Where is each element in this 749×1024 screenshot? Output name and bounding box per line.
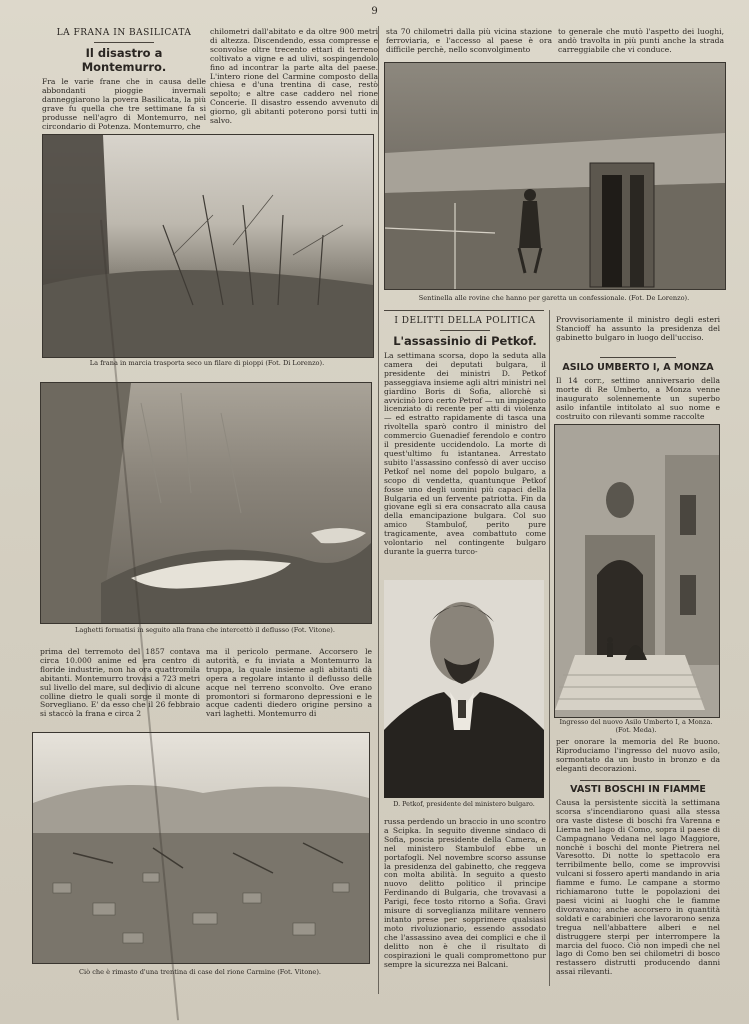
caption-photo2: Laghetti formatisi in seguito alla frana che intercettò il deflusso (Fot. Vitone). — [75, 626, 335, 634]
photo-sentinel-confessional — [384, 62, 726, 290]
article-text-b: ma il pericolo permane. Accorsero le autorità, e fu inviata a Montemurro la truppa, la quale insieme agli abitanti dà opera a regolare intanto il deflusso delle acque nel terreno sconvolto. Ove erano promontori si formarono depressioni e le acque cadenti diedero origine persino a vari laghetti. Montemurro di — [206, 647, 372, 719]
right-top-text-1 — [386, 28, 552, 64]
sentinel-illustration — [385, 63, 725, 289]
article-intro-text: Fra le varie frane che in causa delle abbondanti pioggie invernali danneggiarono la povera Basilicata, la più grave fu quella che tre settimane fa si produsse nell'agro di Montemurro, nel circondario di Potenza. Montemurro, che — [42, 77, 206, 131]
article-petkof-text-2: russa perdendo un braccio in uno scontro a Scipka. In seguito divenne sindaco di Sofia, poscia presidente della Camera, e nel ministero Stambulof ebbe un portafogli. Nel novembre scorso assunse la presidenza del gabinetto, che reggeva con molta abilità. In seguito a questo nuovo delitto politico il principe Ferdinando di Bulgaria, che trovavasi a Parigi, fece tosto ritorno a Sofia. Gravi misure di sorveglianza militare vennero intanto prese per sopprimere qualsiasi moto rivoluzionario, essendo assodato che l'assassino avea dei complici e che il delitto non è che il risultato di cospirazioni le quali compromettono pur sempre la sicurezza nei Balcani. — [384, 817, 546, 969]
middle-column — [384, 316, 546, 574]
headline-montemurro: Il disastro a Montemurro. — [81, 46, 167, 74]
article-asilo-text-2: per onorare la memoria del Re buono. Riproduciamo l'ingresso del nuovo asilo, sormontato da un busto in bronzo e da eleganti decorazioni. — [556, 737, 720, 773]
left-body-a — [40, 648, 200, 724]
photo-landslide-poplars — [42, 134, 374, 358]
section-heading-delitti: I DELITTI DELLA POLITICA — [394, 316, 536, 326]
left-intro-column — [42, 28, 206, 131]
right-asilo-continued — [556, 738, 720, 778]
ruins-illustration — [33, 733, 369, 963]
right-boschi-block — [556, 784, 720, 984]
headline-petkof: L'assassinio di Petkof. — [393, 334, 537, 348]
column-divider — [378, 26, 379, 994]
column-divider — [549, 310, 550, 986]
divider — [600, 357, 676, 358]
article-text-d: to generale che mutò l'aspetto dei luoghi, andò travolta in più punti anche la strada carreggiabile che vi conduce. — [558, 27, 724, 54]
article-petkof-text: La settimana scorsa, dopo la seduta alla camera dei deputati bulgara, il presidente dei ministri D. Petkof passeggiava insieme agli altri ministri nel giardino Boris di Sofia, allorchè si avvicinò loro certo Petrof — un impiegato licenziato di recente per atti di violenza — ed estratto rapidamente di tasca una rivoltella sparò contro il ministro del commercio Guenadief ferendolo e contro il presidente uccidendolo. La morte di quest'ultimo fu istantanea. Arrestato subito l'assassino confessò di aver ucciso Petkof nel nome del popolo bulgaro, a scopo di vendetta, quantunque Petkof fosse uno degli uomini più capaci della Bulgaria ed un ferventе patriotta. Fin da giovane egli si era consacrato alla causa della emancipazione bulgara. Col suo amico Stambulof, perito pure tragicamente, avea combattuto come volontario nel contingente bulgaro durante la guerra turco- — [384, 351, 546, 556]
left-intro-column-2 — [210, 28, 378, 126]
article-asilo-text: Il 14 corr., settimo anniversario della morte di Re Umberto, a Monza venne inaugurato solennemente un superbo asilo infantile intitolato al suo nome e costruito con rilevanti somme raccolte — [556, 376, 720, 421]
ponds-illustration — [41, 383, 371, 623]
section-heading-frana: LA FRANA IN BASILICATA — [56, 28, 192, 38]
headline-boschi: VASTI BOSCHI IN FIAMME — [570, 784, 706, 795]
caption-photo1: La frana in marcia trasporta seco un filare di pioppi (Fot. Di Lorenzo). — [89, 359, 325, 367]
right-intro — [556, 316, 720, 356]
caption-asilo: Ingresso del nuovo Asilo Umberto I, a Monza. (Fot. Meda). — [559, 718, 713, 734]
right-top-text-2 — [558, 28, 724, 64]
landslide-illustration — [43, 135, 373, 357]
photo-ruins-carmine — [32, 732, 370, 964]
photo-landslide-ponds — [40, 382, 372, 624]
photo-asilo-umberto — [554, 424, 720, 718]
left-body-b — [206, 648, 372, 724]
asilo-illustration — [555, 425, 719, 717]
middle-column-2 — [384, 818, 546, 996]
divider — [384, 310, 544, 311]
caption-photo3: Ciò che è rimasto d'una trentina di case del rione Carmine (Fot. Vitone). — [79, 968, 321, 976]
article-boschi-text: Causa la persistente siccità la settimana scorsa s'incendiarono quasi alla stessa ora vaste distese di boschi fra Varenna e Lierna nel lago di Como, sopra il paese di Campagnano Vedana nel lago Maggiore, nonchè i boschi del monte Pietrera nel Varesotto. Di notte lo spettacolo era terribilmente bello, come se improvvisi vulcani si fossero aperti mandando in aria fiamme e fumo. Le campane a stormo richiamarono tutte le popolazioni dei paesi vicini ai luoghi che le fiamme divoravano; anche accorsero in quantità soldati e carabinieri che lavorarono senza tregua nell'abbattere alberi e nel distruggere sterpi per interrompere la marcia del fuoco. Ciò non impedì che nel lago di Como ben sei chilometri di bosco restassero distrutti producendo danni assai rilevanti. — [556, 798, 720, 977]
divider — [440, 330, 490, 331]
portrait-petkof — [384, 580, 544, 798]
article-stancioff-text: Provvisoriamente il ministro degli esteri Stancioff ha assunto la presidenza del gabinetto bulgaro in luogo dell'ucciso. — [556, 315, 720, 342]
page-number: 9 — [371, 6, 378, 17]
divider — [94, 42, 154, 43]
portrait-illustration — [384, 580, 544, 798]
article-text-c: sta 70 chilometri dalla più vicina stazione ferroviaria, e l'accesso al paese è ora difficile perchè, nello sconvolgimento — [386, 27, 552, 54]
divider — [580, 780, 700, 781]
right-asilo-block — [556, 360, 720, 422]
article-text-col2: chilometri dall'abitato e da oltre 900 metri di altezza. Discendendo, essa compresse e sconvolse oltre trecento ettari di terreno coltivato a vigne e ad ulivi, sospingendolo fino ad incontrar la parte alta del paese. L'intero rione del Carmine composto della chiesa e d'una trentina di case, restò sepolto; e altre case caddero nel rione Concerie. Il disastro essendo avvenuto di giorno, gli abitanti poterono porsi tutti in salvo. — [210, 27, 378, 126]
caption-portrait: D. Petkof, presidente del ministero bulgaro. — [393, 800, 535, 808]
headline-asilo: ASILO UMBERTO I, A MONZA — [562, 362, 714, 373]
caption-photo-sentinel: Sentinella alle rovine che hanno per garetta un confessionale. (Fot. De Lorenzo). — [418, 294, 690, 302]
article-text-a: prima del terremoto del 1857 contava circa 10.000 anime ed era centro di floride industrie, non ha ora quattromila abitanti. Montemurro trovasi a 723 metri sul livello del mare, sul declivio di alcune colline dietro le quali sorge il monte di Sorvegliano. E' da esso che il 26 febbraio si staccò la frana e circa 2 — [40, 647, 200, 719]
